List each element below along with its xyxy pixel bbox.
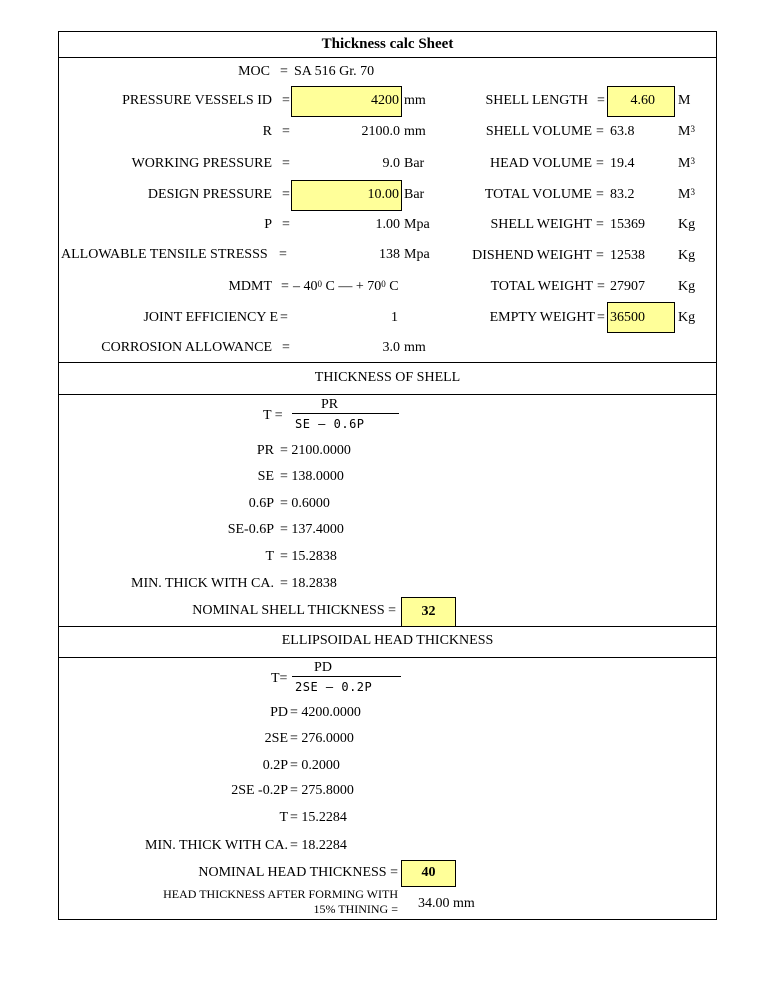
head-heading: ELLIPSOIDAL HEAD THICKNESS: [281, 633, 494, 648]
head-formula-lhs: T=: [271, 671, 288, 686]
shell-row-value: = 15.2838: [280, 549, 337, 564]
pv-id-label: PRESSURE VESSELS ID: [122, 93, 272, 108]
hv-eq: =: [596, 156, 604, 171]
nominal-head-value: 40: [421, 865, 436, 880]
head-row-value: = 276.0000: [290, 731, 354, 746]
tv-value: 83.2: [610, 187, 635, 202]
dw-value: 12538: [610, 248, 645, 263]
pv-id-unit: mm: [404, 93, 426, 108]
head-row-value: = 18.2284: [290, 838, 347, 853]
ew-unit: Kg: [678, 310, 696, 325]
ats-value: 138: [379, 247, 400, 262]
tw-eq: =: [597, 279, 605, 294]
shell-heading-bottom-divider: [58, 394, 717, 395]
sw-value: 15369: [610, 217, 645, 232]
dw-eq: =: [596, 248, 604, 263]
after-forming-line1: HEAD THICKNESS AFTER FORMING WITH: [163, 887, 398, 901]
p-unit: Mpa: [404, 217, 430, 232]
sv-eq: =: [596, 124, 604, 139]
shell-row-label: SE: [257, 469, 274, 484]
shell-row-value: = 137.4000: [280, 522, 344, 537]
shell-row-value: = 0.6000: [280, 496, 330, 511]
shell-row-value: = 18.2838: [280, 576, 337, 591]
tv-unit: $M^3$: [678, 187, 695, 202]
sv-value: 63.8: [610, 124, 635, 139]
je-eq: =: [280, 310, 288, 325]
ew-eq: =: [597, 310, 605, 325]
ca-value: 3.0: [382, 340, 400, 355]
shell-row-label: SE-0.6P: [227, 522, 274, 537]
sw-eq: =: [596, 217, 604, 232]
shell-row-value: = 138.0000: [280, 469, 344, 484]
tv-eq: =: [596, 187, 604, 202]
hv-unit: $M^3$: [678, 156, 695, 171]
head-formula-bar: [292, 676, 401, 677]
nominal-shell-value: 32: [421, 604, 436, 619]
tw-value: 27907: [610, 279, 645, 294]
sheet-title: Thickness calc Sheet: [321, 36, 454, 52]
head-row-value: = 0.2000: [290, 758, 340, 773]
head-heading-top-divider: [58, 626, 717, 627]
head-row-value: = 4200.0000: [290, 705, 361, 720]
after-forming-line2: 15% THINING =: [313, 902, 398, 916]
r-label: R: [262, 124, 272, 139]
p-eq: =: [282, 217, 290, 232]
ca-label: CORROSION ALLOWANCE: [101, 340, 272, 355]
r-eq: =: [282, 124, 290, 139]
shell-heading: THICKNESS OF SHELL: [314, 370, 461, 385]
sl-eq: =: [597, 93, 605, 108]
p-label: P: [264, 217, 272, 232]
sl-value: 4.60: [630, 93, 655, 108]
ca-eq: =: [282, 340, 290, 355]
head-row-label: 0.2P: [262, 758, 288, 773]
mdmt-label: MDMT: [228, 279, 272, 294]
shell-row-label: PR: [256, 443, 274, 458]
dp-label: DESIGN PRESSURE: [147, 187, 272, 202]
head-row-value: = 15.2284: [290, 810, 347, 825]
sw-unit: Kg: [678, 217, 696, 232]
shell-formula-num: PR: [320, 397, 339, 412]
je-label: JOINT EFFICIENCY E: [143, 310, 278, 325]
ats-unit: Mpa: [404, 247, 430, 262]
tv-label: TOTAL VOLUME: [484, 187, 592, 202]
moc-value: SA 516 Gr. 70: [294, 64, 375, 79]
mdmt-value: – $40^0$ C — + $70^0$ C: [293, 279, 399, 294]
moc-eq: =: [280, 64, 288, 79]
ca-unit: mm: [404, 340, 426, 355]
pv-id-eq: =: [282, 93, 290, 108]
head-row-label: 2SE -0.2P: [231, 783, 288, 798]
hv-value: 19.4: [610, 156, 635, 171]
dw-label: DISHEND WEIGHT: [472, 248, 592, 263]
wp-value: 9.0: [382, 156, 400, 171]
dp-eq: =: [282, 187, 290, 202]
shell-heading-top-divider: [58, 362, 717, 363]
p-value: 1.00: [375, 217, 400, 232]
r-unit: mm: [404, 124, 426, 139]
nominal-head-label: NOMINAL HEAD THICKNESS =: [198, 865, 398, 880]
nominal-shell-label: NOMINAL SHELL THICKNESS =: [192, 603, 396, 618]
wp-eq: =: [282, 156, 290, 171]
hv-label: HEAD VOLUME: [489, 156, 592, 171]
head-row-label: MIN. THICK WITH CA.: [145, 838, 288, 853]
head-row-value: = 275.8000: [290, 783, 354, 798]
sv-label: SHELL VOLUME: [485, 124, 592, 139]
sl-unit: M: [678, 93, 691, 108]
shell-formula-bar: [292, 413, 399, 414]
wp-label: WORKING PRESSURE: [131, 156, 272, 171]
shell-row-label: 0.6P: [248, 496, 274, 511]
tw-label: TOTAL WEIGHT: [490, 279, 593, 294]
sw-label: SHELL WEIGHT: [490, 217, 592, 232]
tw-unit: Kg: [678, 279, 696, 294]
ew-value: 36500: [610, 310, 645, 325]
moc-label: MOC: [238, 64, 270, 79]
title-divider: [58, 57, 717, 58]
shell-row-label: MIN. THICK WITH CA.: [131, 576, 274, 591]
dp-unit: Bar: [404, 187, 425, 202]
head-row-label: PD: [270, 705, 288, 720]
sv-unit: $M^3$: [678, 124, 695, 139]
shell-row-value: = 2100.0000: [280, 443, 351, 458]
ew-label: EMPTY WEIGHT: [489, 310, 595, 325]
ats-eq: =: [279, 247, 287, 262]
dp-value: 10.00: [367, 187, 399, 202]
head-formula-den: 2SE – 0.2P: [295, 680, 373, 694]
shell-row-label: T: [265, 549, 274, 564]
wp-unit: Bar: [404, 156, 425, 171]
head-row-label: T: [279, 810, 288, 825]
head-heading-bottom-divider: [58, 657, 717, 658]
mdmt-eq: =: [281, 279, 289, 294]
sl-label: SHELL LENGTH: [485, 93, 588, 108]
r-value: 2100.0: [361, 124, 400, 139]
shell-formula-den: SE – 0.6P: [295, 417, 365, 431]
shell-formula-lhs: T =: [263, 408, 283, 423]
head-formula-num: PD: [314, 660, 332, 675]
pv-id-value: 4200: [371, 93, 399, 108]
after-forming-value: 34.00 mm: [418, 896, 475, 911]
head-row-label: 2SE: [264, 731, 288, 746]
dw-unit: Kg: [678, 248, 696, 263]
ats-label: ALLOWABLE TENSILE STRESSS: [61, 247, 268, 262]
je-value: 1: [391, 310, 398, 325]
